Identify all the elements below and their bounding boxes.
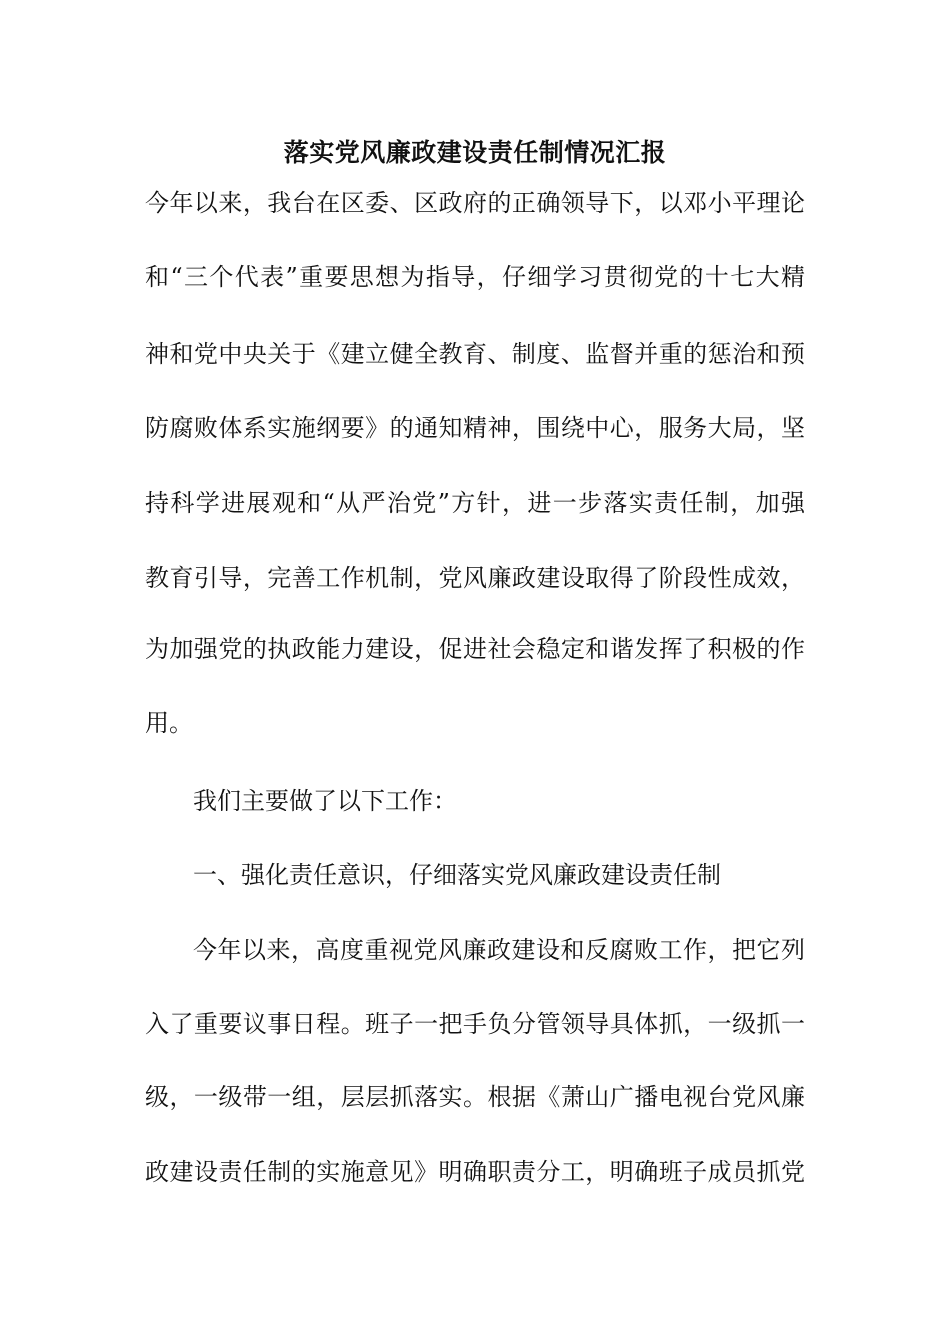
paragraph-line: 持科学进展观和“从严治党”方针，进一步落实责任制，加强	[145, 489, 805, 517]
paragraph-line: 政建设责任制的实施意见》明确职责分工，明确班子成员抓党	[145, 1158, 805, 1186]
paragraph-line: 今年以来，高度重视党风廉政建设和反腐败工作，把它列	[193, 936, 805, 964]
paragraph-line: 和“三个代表”重要思想为指导，仔细学习贯彻党的十七大精	[145, 263, 805, 291]
paragraph-line: 入了重要议事日程。班子一把手负分管领导具体抓，一级抓一	[145, 1010, 805, 1038]
paragraph-line: 我们主要做了以下工作：	[193, 787, 457, 815]
paragraph-line: 用。	[145, 709, 193, 737]
paragraph-line: 为加强党的执政能力建设，促进社会稳定和谐发挥了积极的作	[145, 635, 805, 663]
paragraph-line: 级，一级带一组，层层抓落实。根据《萧山广播电视台党风廉	[145, 1083, 805, 1111]
paragraph-line: 防腐败体系实施纲要》的通知精神，围绕中心，服务大局，坚	[145, 414, 805, 442]
section-heading: 一、强化责任意识，仔细落实党风廉政建设责任制	[193, 861, 721, 889]
document-title: 落实党风廉政建设责任制情况汇报	[283, 138, 667, 167]
paragraph-line: 神和党中央关于《建立健全教育、制度、监督并重的惩治和预	[145, 340, 805, 368]
paragraph-line: 教育引导，完善工作机制，党风廉政建设取得了阶段性成效，	[145, 564, 805, 592]
paragraph-line: 今年以来，我台在区委、区政府的正确领导下，以邓小平理论	[145, 189, 805, 217]
